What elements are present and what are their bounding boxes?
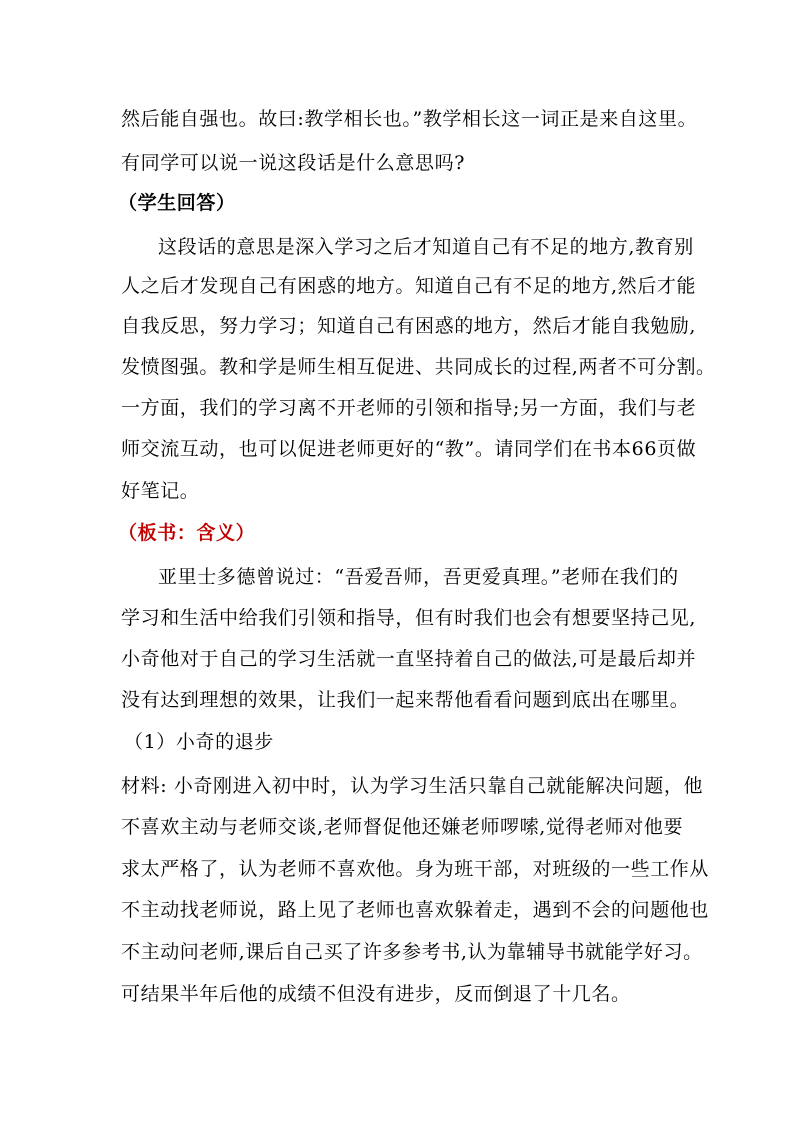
paragraph-line: 不主动问老师,课后自己买了许多参考书,认为靠辅导书就能学好习。: [121, 941, 703, 963]
student-answer-label: （学生回答）: [118, 192, 236, 214]
paragraph-line: 发愤图强。教和学是师生相互促进、共同成长的过程,两者不可分割。: [121, 356, 716, 378]
paragraph-line: 然后能自强也。故曰:教学相长也。”教学相长这一词正是来自这里。: [121, 108, 698, 130]
paragraph-line: 师交流互动，也可以促进老师更好的“教”。请同学们在书本66页做: [121, 438, 697, 460]
section-heading: （1）小奇的退步: [124, 731, 274, 753]
paragraph-line: 不喜欢主动与老师交谈,老师督促他还嫌老师啰嗦,觉得老师对他要: [121, 816, 684, 838]
paragraph-line: 学习和生活中给我们引领和指导，但有时我们也会有想要坚持己见,: [121, 607, 697, 629]
paragraph-line: 这段话的意思是深入学习之后才知道自己有不足的地方,教育别: [158, 236, 694, 258]
paragraph-line: 可结果半年后他的成绩不但没有进步，反而倒退了十几名。: [121, 983, 631, 1005]
paragraph-line: 亚里士多德曾说过：“吾爱吾师，吾更爱真理。”老师在我们的: [158, 566, 679, 588]
paragraph-line: 自我反思，努力学习；知道自己有困惑的地方，然后才能自我勉励,: [121, 315, 697, 337]
paragraph-line: 小奇他对于自己的学习生活就一直坚持着自己的做法,可是最后却并: [121, 648, 697, 670]
paragraph-line: 人之后才发现自己有困惑的地方。知道自己有不足的地方,然后才能: [121, 275, 697, 297]
board-note-label: （板书：含义）: [118, 522, 256, 544]
paragraph-line: 不主动找老师说，路上见了老师也喜欢躲着走，遇到不会的问题他也: [121, 899, 710, 921]
paragraph-line: 有同学可以说一说这段话是什么意思吗?: [121, 152, 465, 174]
paragraph-line: 材料: 小奇刚进入初中时，认为学习生活只靠自己就能解决问题，他: [121, 775, 704, 797]
paragraph-line: 好笔记。: [121, 480, 200, 502]
paragraph-line: 一方面，我们的学习离不开老师的引领和指导;另一方面，我们与老: [121, 397, 697, 419]
paragraph-line: 没有达到理想的效果，让我们一起来帮他看看问题到底出在哪里。: [121, 689, 690, 711]
paragraph-line: 求太严格了，认为老师不喜欢他。身为班干部，对班级的一些工作从: [121, 858, 710, 880]
